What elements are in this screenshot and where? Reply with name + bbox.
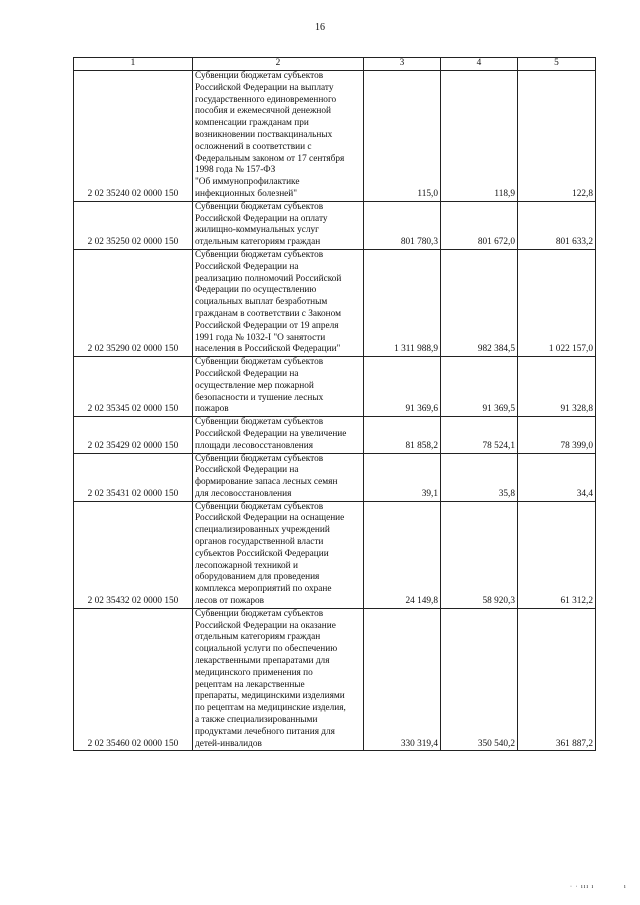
value-col-5-cell: 34,4 [518,453,596,501]
table-header-row [74,58,596,71]
description-cell [193,249,364,356]
table-row [74,608,596,751]
description-cell [193,357,364,417]
value-col-3-cell: 91 369,6 [364,357,441,417]
header-col-1: 1 [74,58,193,71]
table-row [74,417,596,453]
value-col-3-cell: 330 319,4 [364,608,441,751]
value-col-3-cell: 801 780,3 [364,201,441,249]
scan-footer-mark-right: ı [624,884,626,890]
description-text: Субвенции бюджетам субъектов Российской Федерации на выплату государственного единовременного пособия и ежемесячной денежной компенсации гражданам при возникновении поствакцинальных осложнений в соответствии с Федеральным законом от 17 сентября 1998 года № 157-ФЗ "Об иммунопрофилактике инфекционных болезней" [195,71,345,199]
budget-code-cell: 2 02 35431 02 0000 150 [74,453,193,501]
value-col-3-cell: 115,0 [364,71,441,202]
value-col-3-cell: 81 858,2 [364,417,441,453]
budget-subventions-table [73,57,596,751]
description-text: Субвенции бюджетам субъектов Российской Федерации на осуществление мер пожарной безопасности и тушение лесных пожаров [195,357,324,415]
header-col-4: 4 [441,58,518,71]
description-cell [193,453,364,501]
value-col-4-cell: 91 369,5 [441,357,518,417]
value-col-4-cell: 78 524,1 [441,417,518,453]
table-row [74,453,596,501]
page-number: 16 [315,22,325,33]
value-col-4-cell: 35,8 [441,453,518,501]
value-col-5-cell: 61 312,2 [518,501,596,608]
description-text: Субвенции бюджетам субъектов Российской Федерации на оснащение специализированных учреждений органов государственной власти субъектов Российской Федерации лесопожарной техникой и оборудованием для проведения комплекса мероприятий по охране лесов от пожаров [195,501,345,607]
table-row [74,357,596,417]
value-col-4-cell: 801 672,0 [441,201,518,249]
table-row [74,501,596,608]
description-text: Субвенции бюджетам субъектов Российской Федерации на реализацию полномочий Российской Федерации по осуществлению социальных выплат безработным гражданам в соответствии с Законом Российской Федерации от 19 апреля 1991 года № 1032-I "О занятости населения в Российской Федерации" [195,249,342,355]
budget-code-cell: 2 02 35240 02 0000 150 [74,71,193,202]
value-col-5-cell: 801 633,2 [518,201,596,249]
table-row [74,201,596,249]
budget-code-cell: 2 02 35290 02 0000 150 [74,249,193,356]
budget-code-cell: 2 02 35460 02 0000 150 [74,608,193,751]
table-row [74,71,596,202]
value-col-5-cell: 122,8 [518,71,596,202]
description-cell [193,71,364,202]
budget-code-cell: 2 02 35432 02 0000 150 [74,501,193,608]
value-col-3-cell: 1 311 988,9 [364,249,441,356]
value-col-4-cell: 982 384,5 [441,249,518,356]
value-col-5-cell: 1 022 157,0 [518,249,596,356]
description-cell [193,608,364,751]
description-cell [193,501,364,608]
description-text: Субвенции бюджетам субъектов Российской Федерации на увеличение площади лесовосстановления [195,417,347,451]
budget-code-cell: 2 02 35429 02 0000 150 [74,417,193,453]
header-col-3: 3 [364,58,441,71]
value-col-4-cell: 350 540,2 [441,608,518,751]
value-col-5-cell: 78 399,0 [518,417,596,453]
value-col-4-cell: 58 920,3 [441,501,518,608]
value-col-3-cell: 39,1 [364,453,441,501]
header-col-2: 2 [193,58,364,71]
value-col-5-cell: 91 328,8 [518,357,596,417]
description-text: Субвенции бюджетам субъектов Российской Федерации на оплату жилищно-коммунальных услуг отдельным категориям граждан [195,201,328,248]
description-text: Субвенции бюджетам субъектов Российской Федерации на оказание отдельным категориям граждан социальной услуги по обеспечению лекарственными препаратами для медицинского применения по рецептам на лекарственные препараты, медицинскими изделиями по рецептам на медицинские изделия, а также специализированными продуктами лечебного питания для детей-инвалидов [195,608,346,749]
description-cell [193,201,364,249]
value-col-4-cell: 118,9 [441,71,518,202]
budget-code-cell: 2 02 35250 02 0000 150 [74,201,193,249]
header-col-5: 5 [518,58,596,71]
description-cell [193,417,364,453]
table-row [74,249,596,356]
value-col-3-cell: 24 149,8 [364,501,441,608]
description-text: Субвенции бюджетам субъектов Российской Федерации на формирование запаса лесных семян для лесовосстановления [195,453,338,499]
value-col-5-cell: 361 887,2 [518,608,596,751]
budget-code-cell: 2 02 35345 02 0000 150 [74,357,193,417]
scan-footer-mark: · · ııı ı [570,884,595,890]
